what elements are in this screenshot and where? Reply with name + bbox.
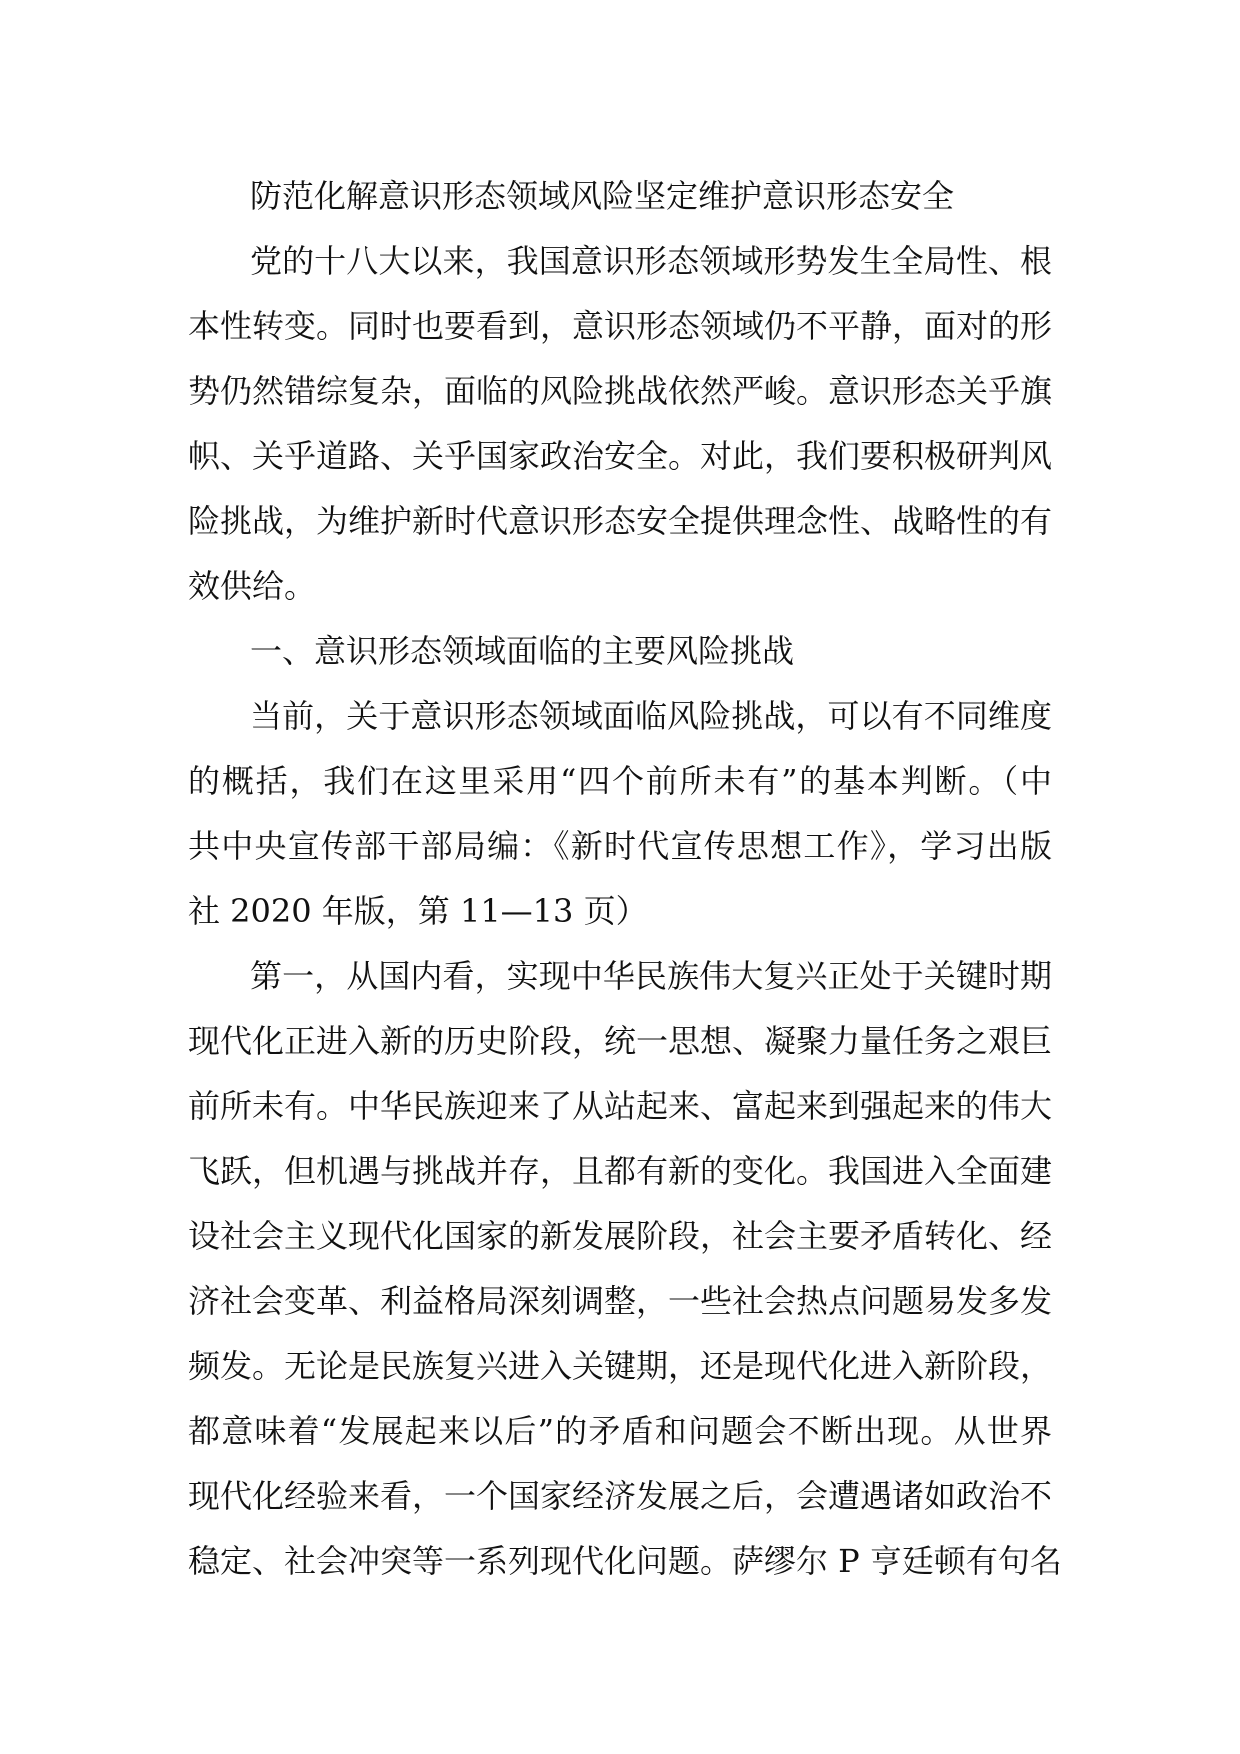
paragraph-line: 的概括，我们在这里采用“四个前所未有”的基本判断。（中 (188, 762, 1052, 800)
paragraph-line: 社 2020 年版，第 11—13 页） (188, 892, 648, 930)
paragraph-line: 现代化正进入新的历史阶段，统一思想、凝聚力量任务之艰巨 (188, 1022, 1053, 1060)
paragraph-line: 都意味着“发展起来以后”的矛盾和问题会不断出现。从世界 (188, 1412, 1052, 1450)
paragraph-line: 济社会变革、利益格局深刻调整，一些社会热点问题易发多发 (188, 1282, 1053, 1320)
paragraph-line: 党的十八大以来，我国意识形态领域形势发生全局性、根 (250, 242, 1052, 280)
paragraph-line: 势仍然错综复杂，面临的风险挑战依然严峻。意识形态关乎旗 (188, 372, 1053, 410)
paragraph-line: 频发。无论是民族复兴进入关键期，还是现代化进入新阶段， (188, 1347, 1053, 1385)
paragraph-intro (188, 229, 1052, 619)
paragraph-line: 当前，关于意识形态领域面临风险挑战，可以有不同维度 (250, 697, 1052, 735)
paragraph-line: 险挑战，为维护新时代意识形态安全提供理念性、战略性的有 (188, 502, 1053, 540)
document-title: 防范化解意识形态领域风险坚定维护意识形态安全 (250, 177, 955, 215)
paragraph-overview (188, 684, 1052, 944)
paragraph-line: 帜、关乎道路、关乎国家政治安全。对此，我们要积极研判风 (188, 437, 1053, 475)
paragraph-line: 稳定、社会冲突等一系列现代化问题。萨缪尔 P 亨廷顿有句名 (188, 1542, 1062, 1580)
paragraph-line: 前所未有。中华民族迎来了从站起来、富起来到强起来的伟大 (188, 1087, 1053, 1125)
section-heading: 一、意识形态领域面临的主要风险挑战 (250, 632, 795, 670)
paragraph-line: 现代化经验来看，一个国家经济发展之后，会遭遇诸如政治不 (188, 1477, 1053, 1515)
paragraph-first-point (188, 944, 1062, 1594)
paragraph-line: 飞跃，但机遇与挑战并存，且都有新的变化。我国进入全面建 (188, 1152, 1053, 1190)
paragraph-line: 效供给。 (188, 567, 317, 605)
document-body (188, 164, 1062, 1594)
paragraph-line: 设社会主义现代化国家的新发展阶段，社会主要矛盾转化、经 (188, 1217, 1053, 1255)
paragraph-line: 第一，从国内看，实现中华民族伟大复兴正处于关键时期 (250, 957, 1052, 995)
paragraph-line: 本性转变。同时也要看到，意识形态领域仍不平静，面对的形 (188, 307, 1053, 345)
paragraph-line: 共中央宣传部干部局编：《新时代宣传思想工作》，学习出版 (188, 827, 1052, 865)
